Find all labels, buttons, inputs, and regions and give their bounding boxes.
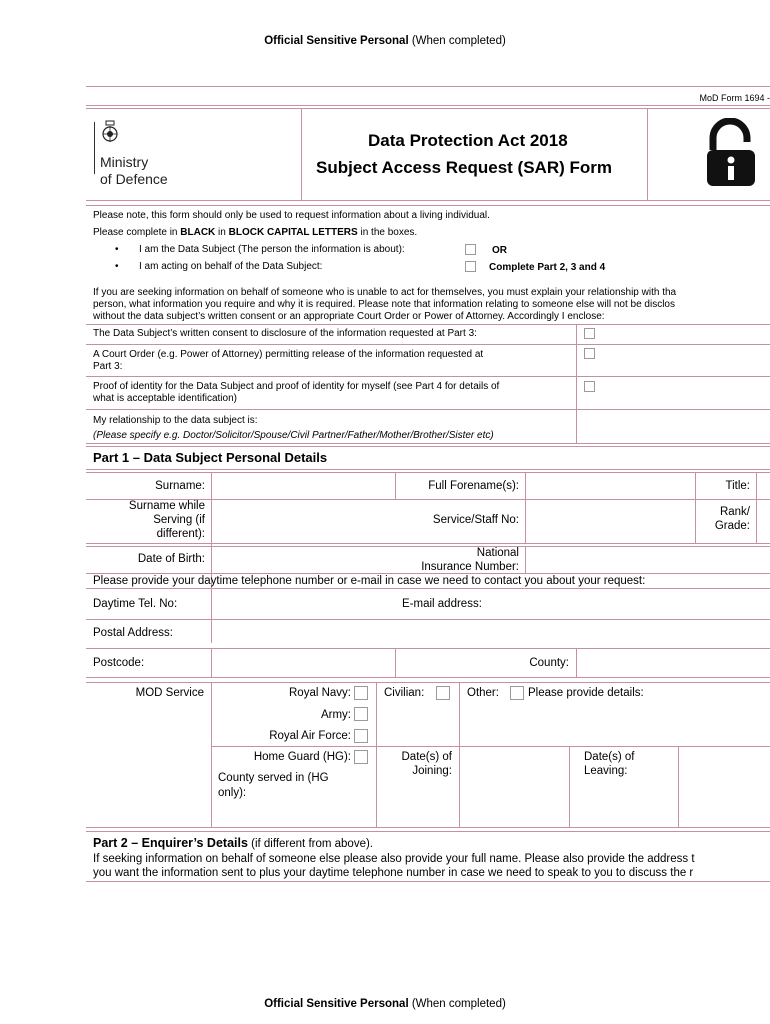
other-label: Other: [467,687,499,699]
surname-while-serving-label: Surname while [128,500,205,512]
form-subtitle: Subject Access Request (SAR) Form [316,158,612,177]
complete-mid: in [215,227,229,238]
ni-label: National [476,547,519,559]
surname-while-serving-label-3: different): [156,528,205,540]
checkbox-court-order[interactable] [584,348,595,359]
royal-navy-label: Royal Navy: [289,687,351,699]
enclosure-proof: Proof of identity for the Data Subject and proof of identity for myself (see Part 4 for details of [93,381,500,392]
service-no-input[interactable] [526,500,694,542]
header-classification [0,35,770,47]
title-label: Title: [725,480,750,492]
crest-icon [100,120,120,144]
checkbox-raf[interactable] [354,729,368,743]
option-on-behalf: • I am acting on behalf of the Data Subject: [139,261,322,274]
forenames-input[interactable] [526,473,694,498]
raf-label: Royal Air Force: [269,730,351,742]
surname-label: Surname: [155,480,205,492]
tel-label: Daytime Tel. No: [93,598,178,610]
checkbox-data-subject[interactable] [465,244,476,255]
ni-input[interactable] [526,547,770,572]
leaving-label: Date(s) of [584,751,635,763]
other-details-label: Please provide details: [528,687,644,699]
behalf-line-3: without the data subject’s written consent or an appropriate Court Order or Power of Attorney. Accordingly I enclose: [93,311,605,322]
form-reference: MoD Form 1694 - [699,93,770,103]
behalf-line-2: person, what information you require and why it is required. Please note that information relating to someone else will not be disclos [93,299,675,310]
forenames-label: Full Forename(s): [428,480,519,492]
checkbox-royal-navy[interactable] [354,686,368,700]
enclosure-proof-2: what is acceptable identification) [93,393,237,404]
civilian-label: Civilian: [384,687,425,699]
classification-rest: (When completed) [408,35,506,47]
part2-heading-bold: Part 2 – Enquirer’s Details [93,836,248,850]
postcode-input[interactable] [212,649,394,676]
option-data-subject: • I am the Data Subject (The person the information is about): [139,244,405,257]
email-label: E-mail address: [402,598,482,610]
logo-defence: of Defence [100,171,168,187]
postal-label: Postal Address: [93,627,173,639]
mod-service-label: MOD Service [135,687,204,699]
complete-black: BLACK [180,227,216,238]
relationship-hint: (Please specify e.g. Doctor/Solicitor/Spouse/Civil Partner/Father/Mother/Brother/Sister etc) [93,430,494,441]
checkbox-civilian[interactable] [436,686,450,700]
part2-line-2: you want the information sent to plus your daytime telephone number in case we need to speak to you to discuss the r [93,867,694,879]
army-label: Army: [320,709,351,721]
mod-logo [94,120,194,190]
county-label: County: [529,657,569,669]
enclosure-consent: The Data Subject’s written consent to disclosure of the information requested at Part 3: [93,328,477,339]
form-title: Data Protection Act 2018 [368,131,568,150]
county-served-label: County served in (HG [218,772,329,784]
other-details-input[interactable] [460,700,770,744]
surname-while-serving-label-2: Serving (if [153,514,205,526]
behalf-line-1: If you are seeking information on behalf of someone who is unable to act for themselves, you must explain your relationship with tha [93,287,677,298]
contact-note: Please provide your daytime telephone number or e-mail in case we need to contact you about your request: [93,575,646,587]
postal-input[interactable] [212,620,770,647]
complete-block-capitals: BLOCK CAPITAL LETTERS [228,227,358,238]
postcode-label: Postcode: [93,657,145,669]
rank-label: Rank/ [719,506,750,518]
enclosure-court-order-2: Part 3: [93,361,123,372]
service-no-label: Service/Staff No: [432,514,519,526]
checkbox-on-behalf[interactable] [465,261,476,272]
option-or: OR [492,245,507,256]
joining-label-2: Joining: [412,765,452,777]
checkbox-proof[interactable] [584,381,595,392]
part1-heading: Part 1 – Data Subject Personal Details [93,450,328,465]
email-input[interactable] [496,589,770,619]
sar-form [86,86,770,886]
checkbox-other[interactable] [510,686,524,700]
logo-ministry: Ministry [100,154,149,170]
footer-classification-bold: Official Sensitive Personal [264,998,409,1010]
complete-pre: Please complete in [93,227,181,238]
enclosure-court-order: A Court Order (e.g. Power of Attorney) permitting release of the information requested at [93,349,484,360]
footer-classification-rest: (When completed) [408,998,506,1010]
tel-input[interactable] [212,589,394,619]
dob-input[interactable] [212,547,394,572]
dob-label: Date of Birth: [137,553,205,565]
padlock-info-icon [703,118,759,190]
county-input[interactable] [577,649,770,676]
ni-label-2: Insurance Number: [421,561,519,573]
intro-complete [93,227,417,240]
option-complete-parts: Complete Part 2, 3 and 4 [489,262,606,273]
intro-note: Please note, this form should only be used to request information about a living individual. [93,210,490,221]
checkbox-army[interactable] [354,707,368,721]
relationship-label: My relationship to the data subject is: [93,415,258,426]
checkbox-home-guard[interactable] [354,750,368,764]
surname-input[interactable] [212,473,394,498]
complete-post: in the boxes. [357,227,418,238]
footer-classification [0,998,770,1010]
county-served-label-2: only): [218,787,247,799]
joining-label: Date(s) of [401,751,452,763]
leaving-label-2: Leaving: [584,765,628,777]
checkbox-consent[interactable] [584,328,595,339]
leaving-input[interactable] [679,747,770,826]
classification-bold: Official Sensitive Personal [264,35,409,47]
part2-line-1: If seeking information on behalf of someone else please also provide your full name. Please also provide the address t [93,853,695,865]
rank-label-2: Grade: [714,520,750,532]
joining-input[interactable] [460,747,568,826]
part2-heading-rest: (if different from above). [247,838,373,850]
part2-heading [93,836,373,852]
relationship-input[interactable] [577,410,770,442]
home-guard-label: Home Guard (HG): [253,751,351,763]
